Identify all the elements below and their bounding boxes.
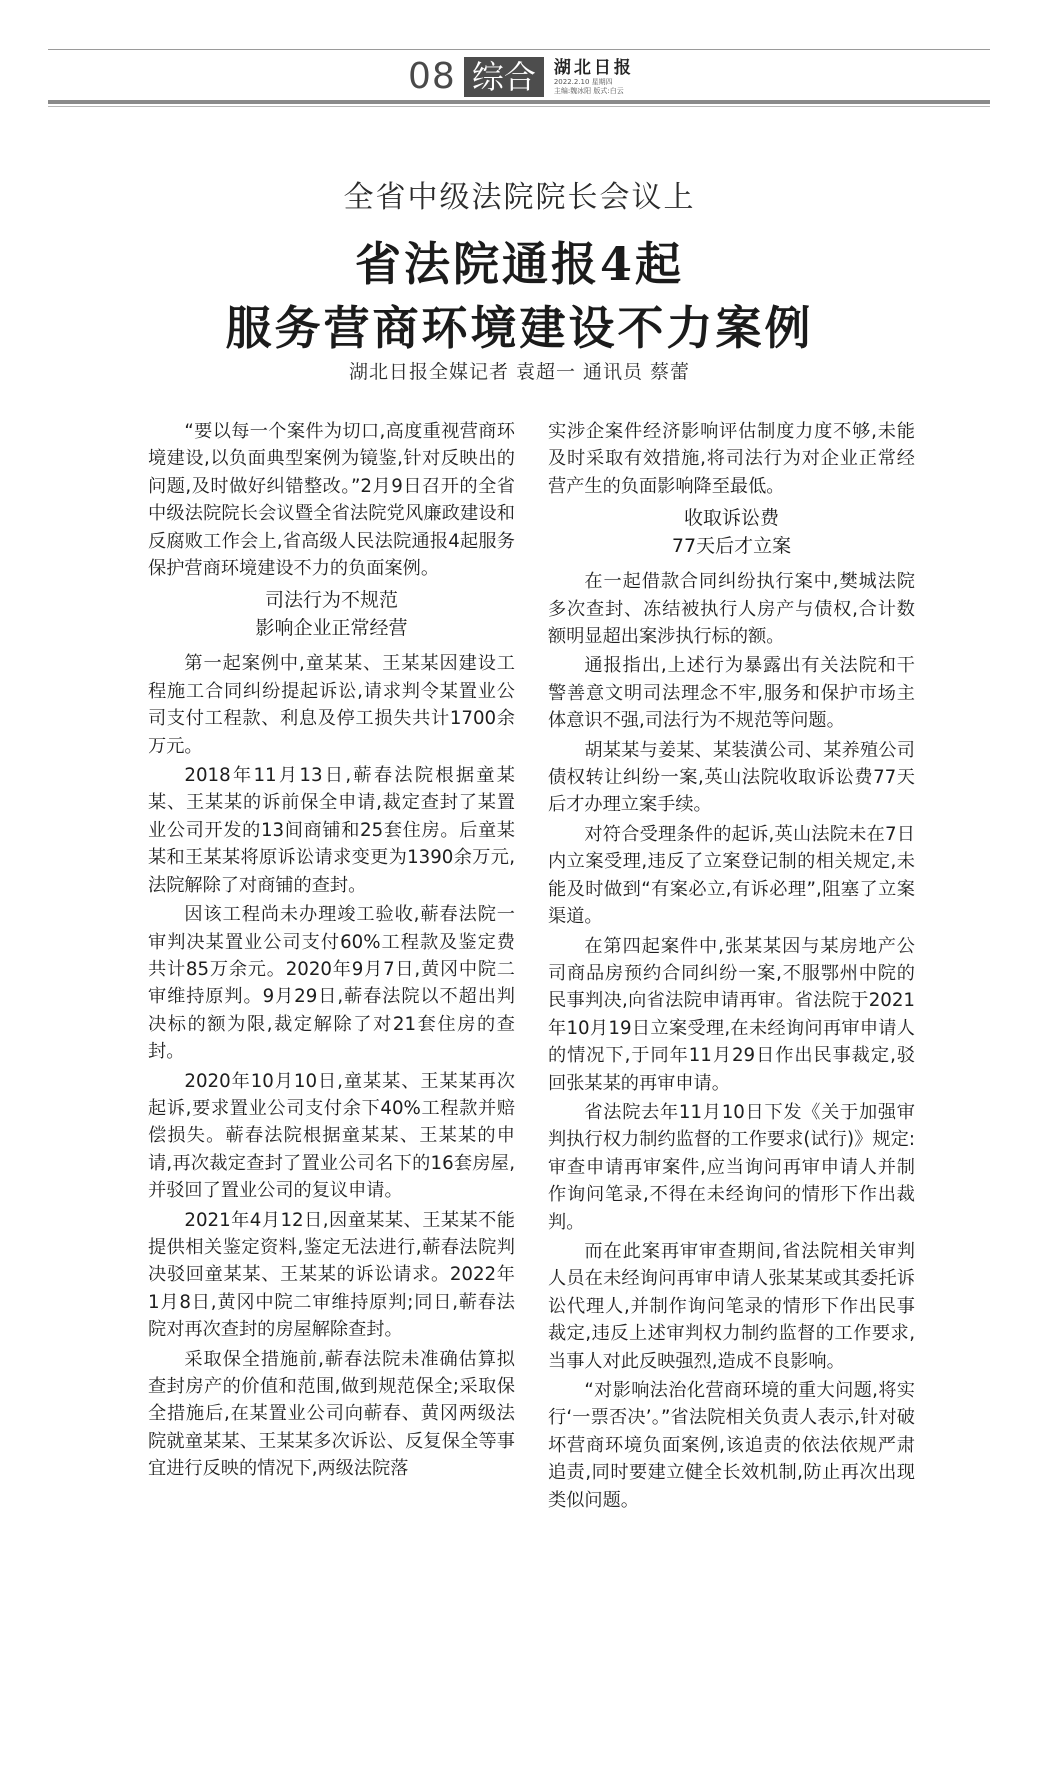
page-header	[408, 56, 634, 98]
body-paragraph: 因该工程尚未办理竣工验收,蕲春法院一审判决某置业公司支付60%工程款及鉴定费共计85万余元。2020年9月7日,黄冈中院二审维持原判。9月29日,蕲春法院以不超出判决标的额为限,裁定解除了对21套住房的查封。	[148, 904, 515, 1063]
body-paragraph: 通报指出,上述行为暴露出有关法院和干警善意文明司法理念不牢,服务和保护市场主体意识不强,司法行为不规范等问题。	[548, 655, 915, 732]
body-paragraph: 省法院去年11月10日下发《关于加强审判执行权力制约监督的工作要求(试行)》规定:审查申请再审案件,应当询问再审申请人并制作询问笔录,不得在未经询问的情形下作出裁判。	[548, 1101, 915, 1233]
masthead	[554, 58, 634, 96]
body-paragraph: 2021年4月12日,因童某某、王某某不能提供相关鉴定资料,鉴定无法进行,蕲春法院判决驳回童某某、王某某的诉讼请求。2022年1月8日,黄冈中院二审维持原判;同日,蕲春法院对再次查封的房屋解除查封。	[148, 1209, 515, 1341]
subheading-line-1: 收取诉讼费	[683, 507, 779, 530]
section-label: 综合	[464, 57, 544, 97]
body-paragraph: 2020年10月10日,童某某、王某某再次起诉,要求置业公司支付余下40%工程款并赔偿损失。蕲春法院根据童某某、王某某的申请,再次裁定查封了置业公司名下的16套房屋,并驳回了置业公司的复议申请。	[148, 1070, 515, 1202]
subheading-line-2: 影响企业正常经营	[255, 617, 408, 640]
headline-line-2: 服务营商环境建设不力案例	[225, 301, 814, 355]
body-paragraph: 在第四起案件中,张某某因与某房地产公司商品房预约合同纠纷一案,不服鄂州中院的民事判决,向省法院申请再审。省法院于2021年10月19日立案受理,在未经询问再审申请人的情况下,于同年11月29日作出民事裁定,驳回张某某的再审申请。	[548, 935, 915, 1094]
continued-paragraph: 实涉企案件经济影响评估制度力度不够,未能及时采取有效措施,将司法行为对企业正常经营产生的负面影响降至最低。	[548, 421, 915, 497]
body-paragraph: 采取保全措施前,蕲春法院未准确估算拟查封房产的价值和范围,做到规范保全;采取保全措施后,在某置业公司向蕲春、黄冈两级法院就童某某、王某某多次诉讼、反复保全等事宜进行反映的情况下,两级法院落	[148, 1348, 515, 1480]
newspaper-name: 湖北日报	[553, 58, 634, 78]
page-number: 08	[408, 56, 456, 97]
body-paragraph: 胡某某与姜某、某装潢公司、某养殖公司债权转让纠纷一案,英山法院收取诉讼费77天后才办理立案手续。	[548, 739, 915, 816]
body-paragraph: 对符合受理条件的起诉,英山法院未在7日内立案受理,违反了立案登记制的相关规定,未能及时做到“有案必立,有诉必理”,阻塞了立案渠道。	[548, 823, 915, 928]
body-paragraph: 而在此案再审审查期间,省法院相关审判人员在未经询问再审申请人张某某或其委托诉讼代理人,并制作询问笔录的情形下作出民事裁定,违反上述审判权力制约监督的工作要求,当事人对此反映强烈,造成不良影响。	[548, 1240, 915, 1372]
intro-paragraph: “要以每一个案件为切口,高度重视营商环境建设,以负面典型案例为镜鉴,针对反映出的问题,及时做好纠错整改。”2月9日召开的全省中级法院院长会议暨全省法院党风廉政建设和反腐败工作会上,省高级人民法院通报4起服务保护营商环境建设不力的负面案例。	[148, 421, 515, 580]
header-rule-thin	[48, 106, 990, 107]
article-column-left	[148, 418, 515, 1483]
editor-credits: 主编:魏冰阳 版式:白云	[553, 87, 624, 95]
header-rule	[48, 100, 990, 104]
body-paragraph: 在一起借款合同纠纷执行案中,樊城法院多次查封、冻结被执行人房产与债权,合计数额明显超出案涉执行标的额。	[548, 571, 915, 648]
subheading-line-1: 司法行为不规范	[264, 589, 398, 612]
body-paragraph: “对影响法治化营商环境的重大问题,将实行‘一票否决’。”省法院相关负责人表示,针对破坏营商环境负面案例,该追责的依法依规严肃追责,同时要建立健全长效机制,防止再次出现类似问题。	[548, 1380, 915, 1511]
byline: 湖北日报全媒记者 袁超一 通讯员 蔡蕾	[348, 361, 691, 383]
article-column-right	[548, 418, 915, 1514]
body-paragraph: 第一起案例中,童某某、王某某因建设工程施工合同纠纷提起诉讼,请求判令某置业公司支付工程款、利息及停工损失共计1700余万元。	[148, 653, 515, 757]
article-kicker: 全省中级法院院长会议上	[343, 180, 696, 215]
top-rule	[48, 49, 990, 50]
issue-date: 2022.2.10 星期四	[553, 78, 613, 86]
subheading	[548, 504, 915, 560]
headline-line-1: 省法院通报4起	[354, 237, 684, 291]
body-paragraph: 2018年11月13日,蕲春法院根据童某某、王某某的诉前保全申请,裁定查封了某置业公司开发的13间商铺和25套住房。后童某某和王某某将原诉讼请求变更为1390余万元,法院解除了对商铺的查封。	[148, 765, 515, 896]
subheading-line-2: 77天后才立案	[671, 535, 792, 558]
subheading	[148, 586, 515, 642]
